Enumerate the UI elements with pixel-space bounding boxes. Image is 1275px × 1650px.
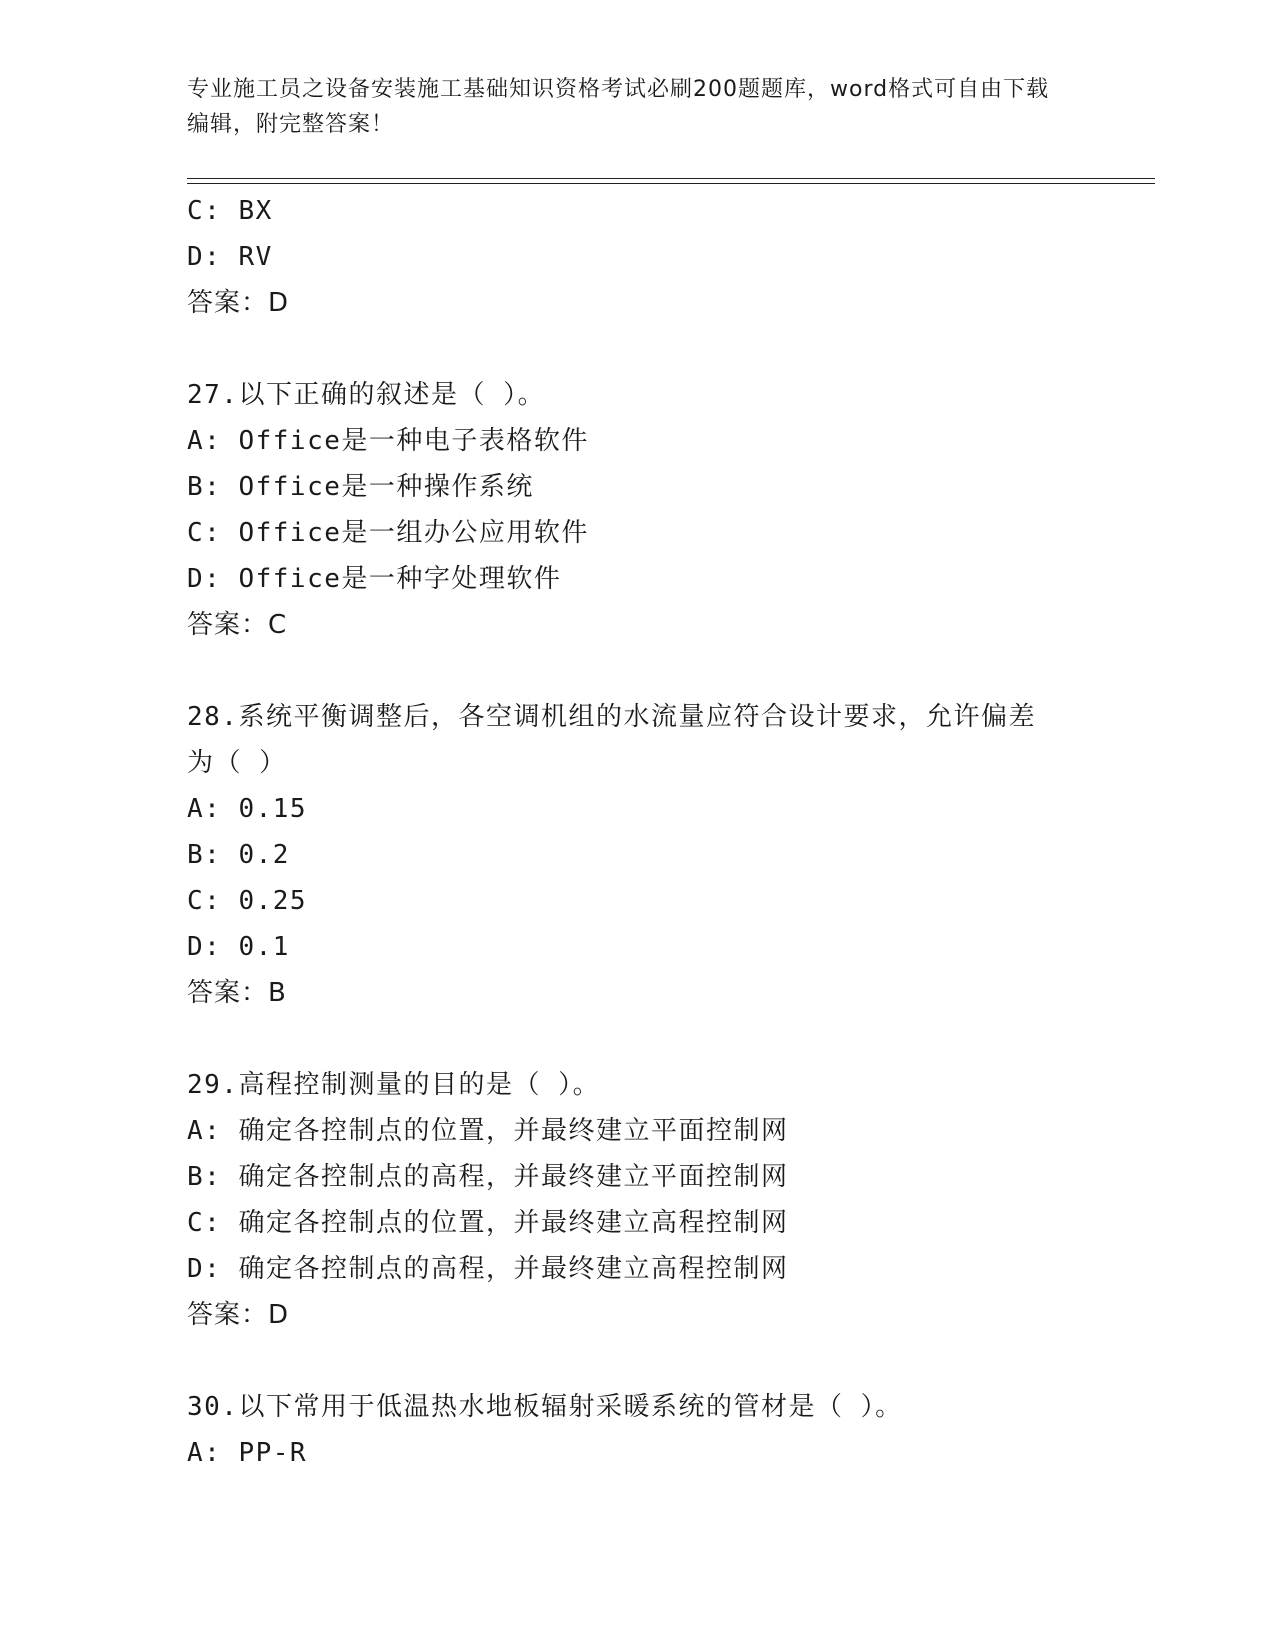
spacer: [187, 1338, 1087, 1384]
option-c: C: BX: [187, 196, 273, 226]
question-list: [187, 188, 1087, 1476]
option-c: C: Office是一组办公应用软件: [187, 518, 589, 548]
answer-line: 答案：B: [187, 978, 287, 1008]
question-stem-continued: 为（ ）: [187, 748, 287, 778]
option-c: C: 确定各控制点的位置，并最终建立高程控制网: [187, 1208, 789, 1238]
answer-line: 答案：D: [187, 1300, 290, 1330]
question-stem: 29.高程控制测量的目的是（ ）。: [187, 1070, 601, 1100]
option-a: A: Office是一种电子表格软件: [187, 426, 589, 456]
option-b: B: 确定各控制点的高程，并最终建立平面控制网: [187, 1162, 789, 1192]
document-header: 专业施工员之设备安装施工基础知识资格考试必刷200题题库，word格式可自由下载编辑，附完整答案！: [187, 77, 1050, 137]
option-c: C: 0.25: [187, 886, 308, 916]
header-divider-top: [187, 178, 1155, 179]
question-stem: 27.以下正确的叙述是（ ）。: [187, 380, 546, 410]
option-d: D: RV: [187, 242, 273, 272]
option-d: D: Office是一种字处理软件: [187, 564, 562, 594]
question-stem: 30.以下常用于低温热水地板辐射采暖系统的管材是（ ）。: [187, 1392, 903, 1422]
option-a: A: 0.15: [187, 794, 308, 824]
spacer: [187, 648, 1087, 694]
option-a: A: 确定各控制点的位置，并最终建立平面控制网: [187, 1116, 789, 1146]
option-d: D: 确定各控制点的高程，并最终建立高程控制网: [187, 1254, 789, 1284]
option-b: B: Office是一种操作系统: [187, 472, 534, 502]
spacer: [187, 326, 1087, 372]
option-a: A: PP-R: [187, 1438, 308, 1468]
option-d: D: 0.1: [187, 932, 290, 962]
answer-line: 答案：D: [187, 288, 290, 318]
spacer: [187, 1016, 1087, 1062]
question-stem: 28.系统平衡调整后，各空调机组的水流量应符合设计要求，允许偏差: [187, 702, 1036, 732]
header-divider-bottom: [187, 183, 1155, 184]
answer-line: 答案：C: [187, 610, 288, 640]
option-b: B: 0.2: [187, 840, 290, 870]
